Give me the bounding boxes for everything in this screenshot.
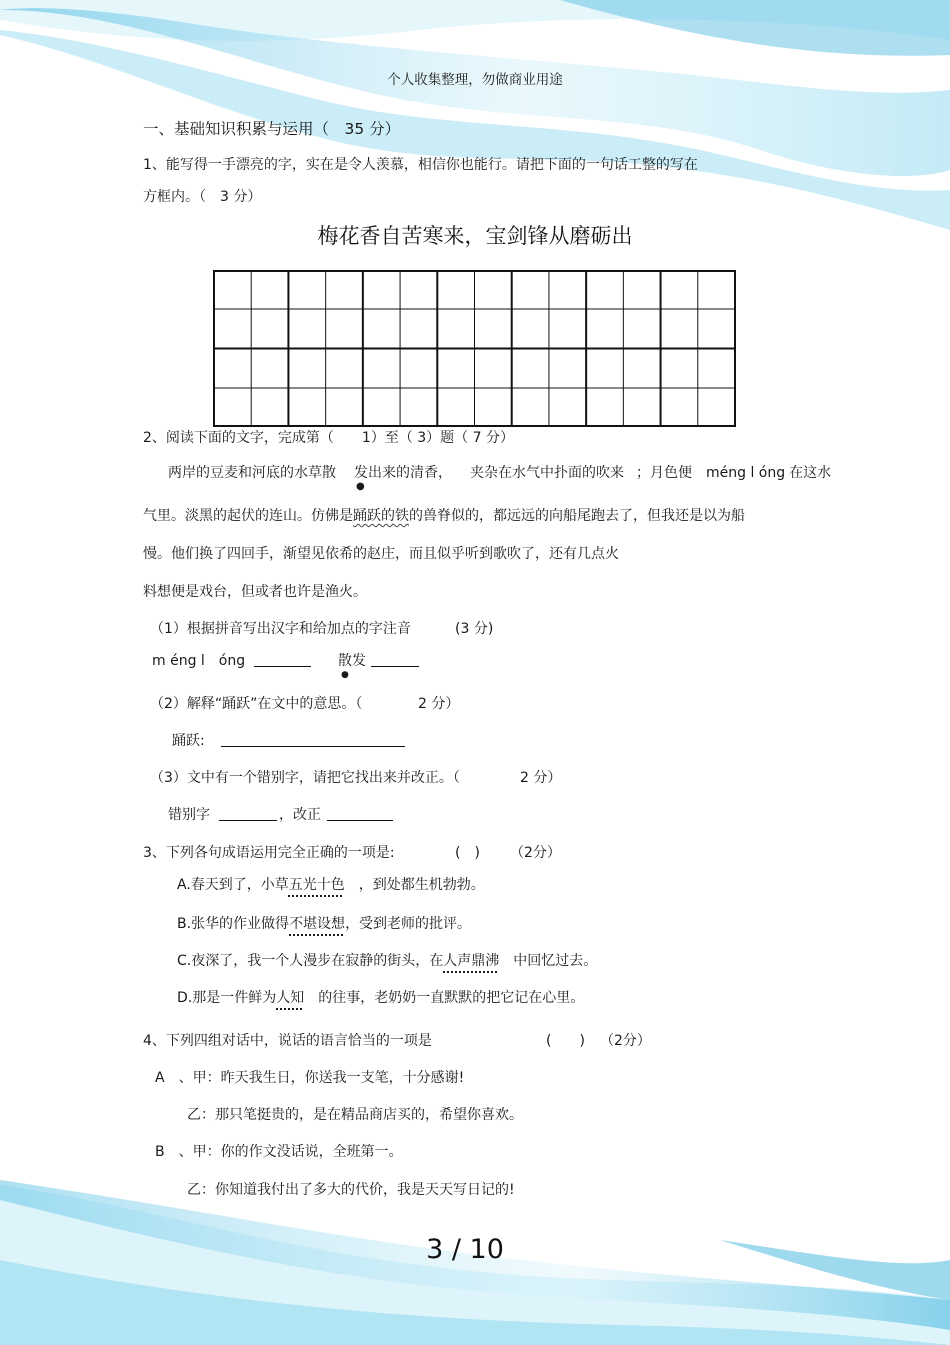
page-header: 个人收集整理，勿做商业用途 xyxy=(387,72,563,88)
para-seg: 在这水 xyxy=(789,465,832,481)
q4-b-jia: B 、甲：你的作文没话说，全班第一。 xyxy=(155,1144,403,1160)
para-seg: 夹杂在水气中扑面的吹来 xyxy=(470,465,624,481)
q3-score: （2分） xyxy=(510,845,561,861)
option-text: 夜深了，我一个人漫步在寂静的街头，在 xyxy=(191,953,444,969)
option-text: 的往事，老奶奶一直默默的把它记在心里。 xyxy=(304,990,585,1006)
answer-blank[interactable] xyxy=(254,652,311,667)
q2-sub3-score: 2 分） xyxy=(520,770,562,786)
section-title: 一、基础知识积累与运用（ 35 分） xyxy=(143,120,401,138)
option-idiom: 五光十色 xyxy=(288,877,345,893)
q3-title: 3、下列各句成语运用完全正确的一项是: xyxy=(143,845,395,861)
para-seg: 两岸的豆麦和河底的水草散 xyxy=(168,465,336,481)
q2-para-line2 xyxy=(143,507,745,525)
q2-sub1-score: (3 分) xyxy=(455,621,494,637)
option-text: 那是一件鲜为 xyxy=(192,990,277,1006)
option-letter: D. xyxy=(177,990,193,1006)
page-number: 3 / 10 xyxy=(426,1234,504,1265)
q2-para-line3: 慢。他们换了四回手，渐望见依希的赵庄，而且似乎听到歌吹了，还有几点火 xyxy=(143,546,619,562)
option-text: ，受到老师的批评。 xyxy=(345,916,472,932)
q2-para-line4: 料想便是戏台，但或者也许是渔火。 xyxy=(143,584,367,600)
para-seg: 的兽脊似的，都远远的向船尾跑去了，但我还是以为船 xyxy=(409,508,745,524)
para-seg: ；月色便 xyxy=(636,465,692,481)
pinyin: méng l óng xyxy=(706,465,786,481)
q2-sub1-word: 散发 xyxy=(338,653,366,669)
dot-mark: ● xyxy=(356,481,365,492)
answer-blank[interactable] xyxy=(327,806,393,821)
answer-blank[interactable] xyxy=(221,732,405,747)
q2-sub3-label: （3）文中有一个错别字，请把它找出来并改正。（ xyxy=(150,770,460,786)
q3-option-c[interactable] xyxy=(177,952,597,970)
option-text: ，到处都生机勃勃。 xyxy=(344,877,485,893)
para-seg: 气里。淡黑的起伏的连山。仿佛是 xyxy=(143,508,353,524)
q2-sub3-wrong: 错别字 xyxy=(168,807,210,823)
q2-sub3-fix: ，改正 xyxy=(279,807,321,823)
writing-grid[interactable] xyxy=(213,270,736,427)
answer-blank[interactable] xyxy=(371,652,419,667)
answer-blank[interactable] xyxy=(219,806,277,821)
option-text: 张华的作业做得 xyxy=(191,916,290,932)
para-seg: 发出来的清香， xyxy=(354,465,452,481)
q4-b-yi: 乙：你知道我付出了多大的代价，我是天天写日记的! xyxy=(187,1182,515,1198)
q4-score: （2分） xyxy=(600,1033,651,1049)
option-text: 春天到了，小草 xyxy=(190,877,289,893)
q2-sub2-term: 踊跃: xyxy=(172,733,205,749)
option-letter: C. xyxy=(177,953,192,969)
q1-line1: 1、能写得一手漂亮的字，实在是令人羡慕，相信你也能行。请把下面的一句话工整的写在 xyxy=(143,157,698,173)
dot-mark: ● xyxy=(341,670,349,680)
option-text: 中回忆过去。 xyxy=(499,953,598,969)
q2-sub1-label: （1）根据拼音写出汉字和给加点的字注音 xyxy=(150,621,411,637)
q2-sub2-label: （2）解释“踊跃”在文中的意思。（ xyxy=(150,696,363,712)
q1-line2: 方框内。（ 3 分） xyxy=(143,189,262,205)
q4-a-jia: A 、甲：昨天我生日，你送我一支笔，十分感谢! xyxy=(155,1070,465,1086)
q2-para-line1 xyxy=(168,464,831,482)
option-idiom: 人声鼎沸 xyxy=(443,953,500,969)
q2-sub2-score: 2 分） xyxy=(418,696,460,712)
q3-option-b[interactable] xyxy=(177,915,471,933)
q4-title: 4、下列四组对话中，说话的语言恰当的一项是 xyxy=(143,1033,432,1049)
motto-text: 梅花香自苦寒来，宝剑锋从磨砺出 xyxy=(317,224,633,248)
q3-option-d[interactable] xyxy=(177,989,584,1007)
q3-paren[interactable]: ( ) xyxy=(455,845,480,861)
typo-word: 踊跃的铁 xyxy=(353,508,409,524)
q3-option-a[interactable] xyxy=(177,876,485,894)
option-letter: A. xyxy=(177,877,191,893)
option-idiom: 不堪设想 xyxy=(289,916,346,932)
q2-sub1-pinyin: m éng l óng xyxy=(152,653,246,669)
q2-title: 2、阅读下面的文字，完成第（ 1）至（ 3）题（ 7 分） xyxy=(143,430,514,446)
q4-paren[interactable]: ( ) xyxy=(546,1033,585,1049)
option-letter: B. xyxy=(177,916,192,932)
q4-a-yi: 乙：那只笔挺贵的，是在精品商店买的，希望你喜欢。 xyxy=(187,1107,523,1123)
option-idiom: 人知 xyxy=(276,990,305,1006)
